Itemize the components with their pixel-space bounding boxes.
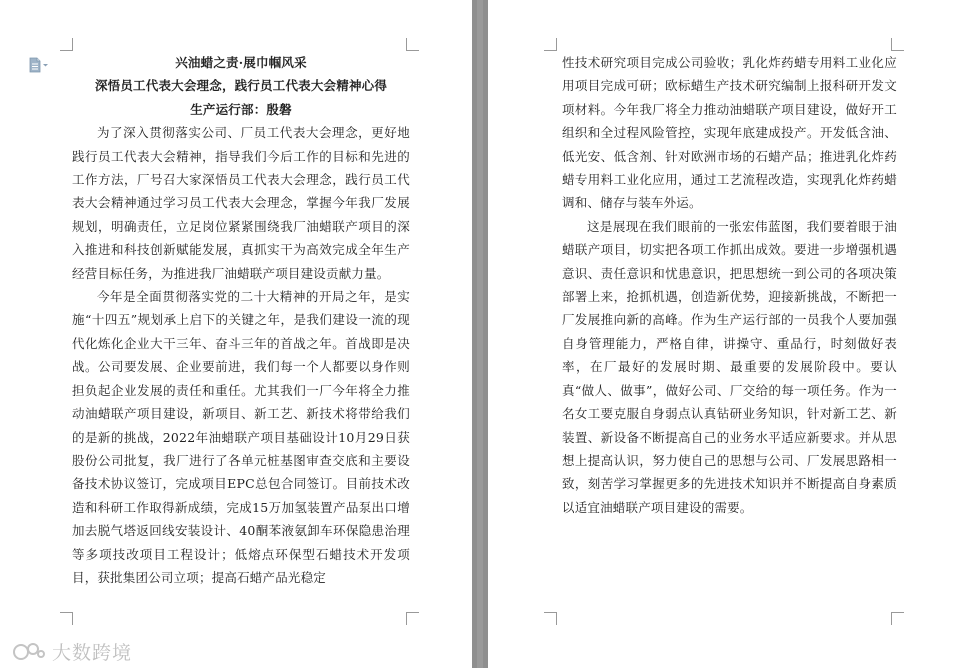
article-author: 生产运行部：殷磐 [190, 101, 292, 117]
watermark-text: 大数跨境 [52, 641, 133, 664]
margin-corner-top-left [544, 38, 557, 51]
right-page-text [562, 51, 897, 519]
margin-corner-top-right [406, 38, 419, 51]
page-gutter [472, 0, 488, 668]
margin-corner-top-left [60, 38, 73, 51]
margin-corner-bottom-right [406, 612, 419, 625]
document-page-left [0, 0, 472, 668]
margin-corner-bottom-left [544, 612, 557, 625]
paragraph: 这是展现在我们眼前的一张宏伟蓝图，我们要着眼于油蜡联产项目，切实把各项工作抓出成效。要进一步增强机遇意识、责任意识和忧患意识，把思想统一到公司的各项决策部署上来，抢抓机遇，创造新优势，迎接新挑战，不断把一厂发展推向新的高峰。作为生产运行部的一员我个人要加强自身管理能力，严格自律，讲操守、重品行，时刻做好表率，在厂最好的发展时期、最重要的发展阶段中。要认真“做人、做事”，做好公司、厂交给的每一项任务。作为一名女工要克服自身弱点认真钻研业务知识，针对新工艺、新装置、新设备不断提高自己的业务水平适应新要求。并从思想上提高认识，努力使自己的思想与公司、厂发展思路相一致，刻苦学习掌握更多的先进技术知识并不断提高自身素质以适宜油蜡联产项目建设的需要。 [562, 218, 897, 515]
paragraph: 为了深入贯彻落实公司、厂员工代表大会理念，更好地践行员工代表大会精神，指导我们今后工作的目标和先进的工作方法，厂号召大家深悟员工代表大会理念，践行员工代表大会精神通过学习员工代表大会理念，掌握今年我厂发展规划，明确责任，立足岗位紧紧围绕我厂油蜡联产项目的深入推进和科技创新赋能发展，真抓实干为高效完成全年生产经营目标任务，为推进我厂油蜡联产项目建设贡献力量。 [72, 125, 410, 281]
left-page-text [72, 51, 410, 589]
paragraph: 性技术研究项目完成公司验收；乳化炸药蜡专用料工业化应用项目完成可研；欧标蜡生产技术研究编制上报科研开发文项材料。今年我厂将全力推动油蜡联产项目建设，做好开工组织和全过程风险管控，实现年底建成投产。开发低含油、低光安、低含剂、针对欧洲市场的石蜡产品；推进乳化炸药蜡专用料工业化应用，通过工艺流程改造，实现乳化炸药蜡调和、储存与装车外运。 [562, 55, 897, 211]
article-subtitle: 深悟员工代表大会理念，践行员工代表大会精神心得 [94, 78, 388, 94]
margin-corner-bottom-left [60, 612, 73, 625]
paragraph: 今年是全面贯彻落实党的二十大精神的开局之年，是实施“十四五”规划承上启下的关键之年，是我们建设一流的现代化炼化企业大干三年、奋斗三年的首战之年。首战即是决战。公司要发展、企业要前进，我们每一个人都要以身作则担负起企业发展的责任和重任。尤其我们一厂今年将全力推动油蜡联产项目建设，新项目、新工艺、新技术将带给我们的是新的挑战，2022年油蜡联产项目基础设计10月29日获股份公司批复，我厂进行了各单元桩基图审查交底和主要设备技术协议签订，完成项目EPC总包合同签订。目前技术改造和科研工作取得新成绩，完成15万加氢装置产品泵出口增加去脱气塔返回线安装设计、40酮苯液氨卸车环保隐患治理等多项技改项目工程设计；低熔点环保型石蜡技术开发项目，获批集团公司立项；提高石蜡产品光稳定 [72, 289, 410, 585]
article-title: 兴油蜡之责·展巾帼风采 [175, 55, 307, 70]
watermark [12, 639, 132, 663]
document-icon[interactable] [28, 57, 50, 73]
margin-corner-bottom-right [891, 612, 904, 625]
margin-corner-top-right [891, 38, 904, 51]
brand-logo-icon [12, 640, 46, 662]
